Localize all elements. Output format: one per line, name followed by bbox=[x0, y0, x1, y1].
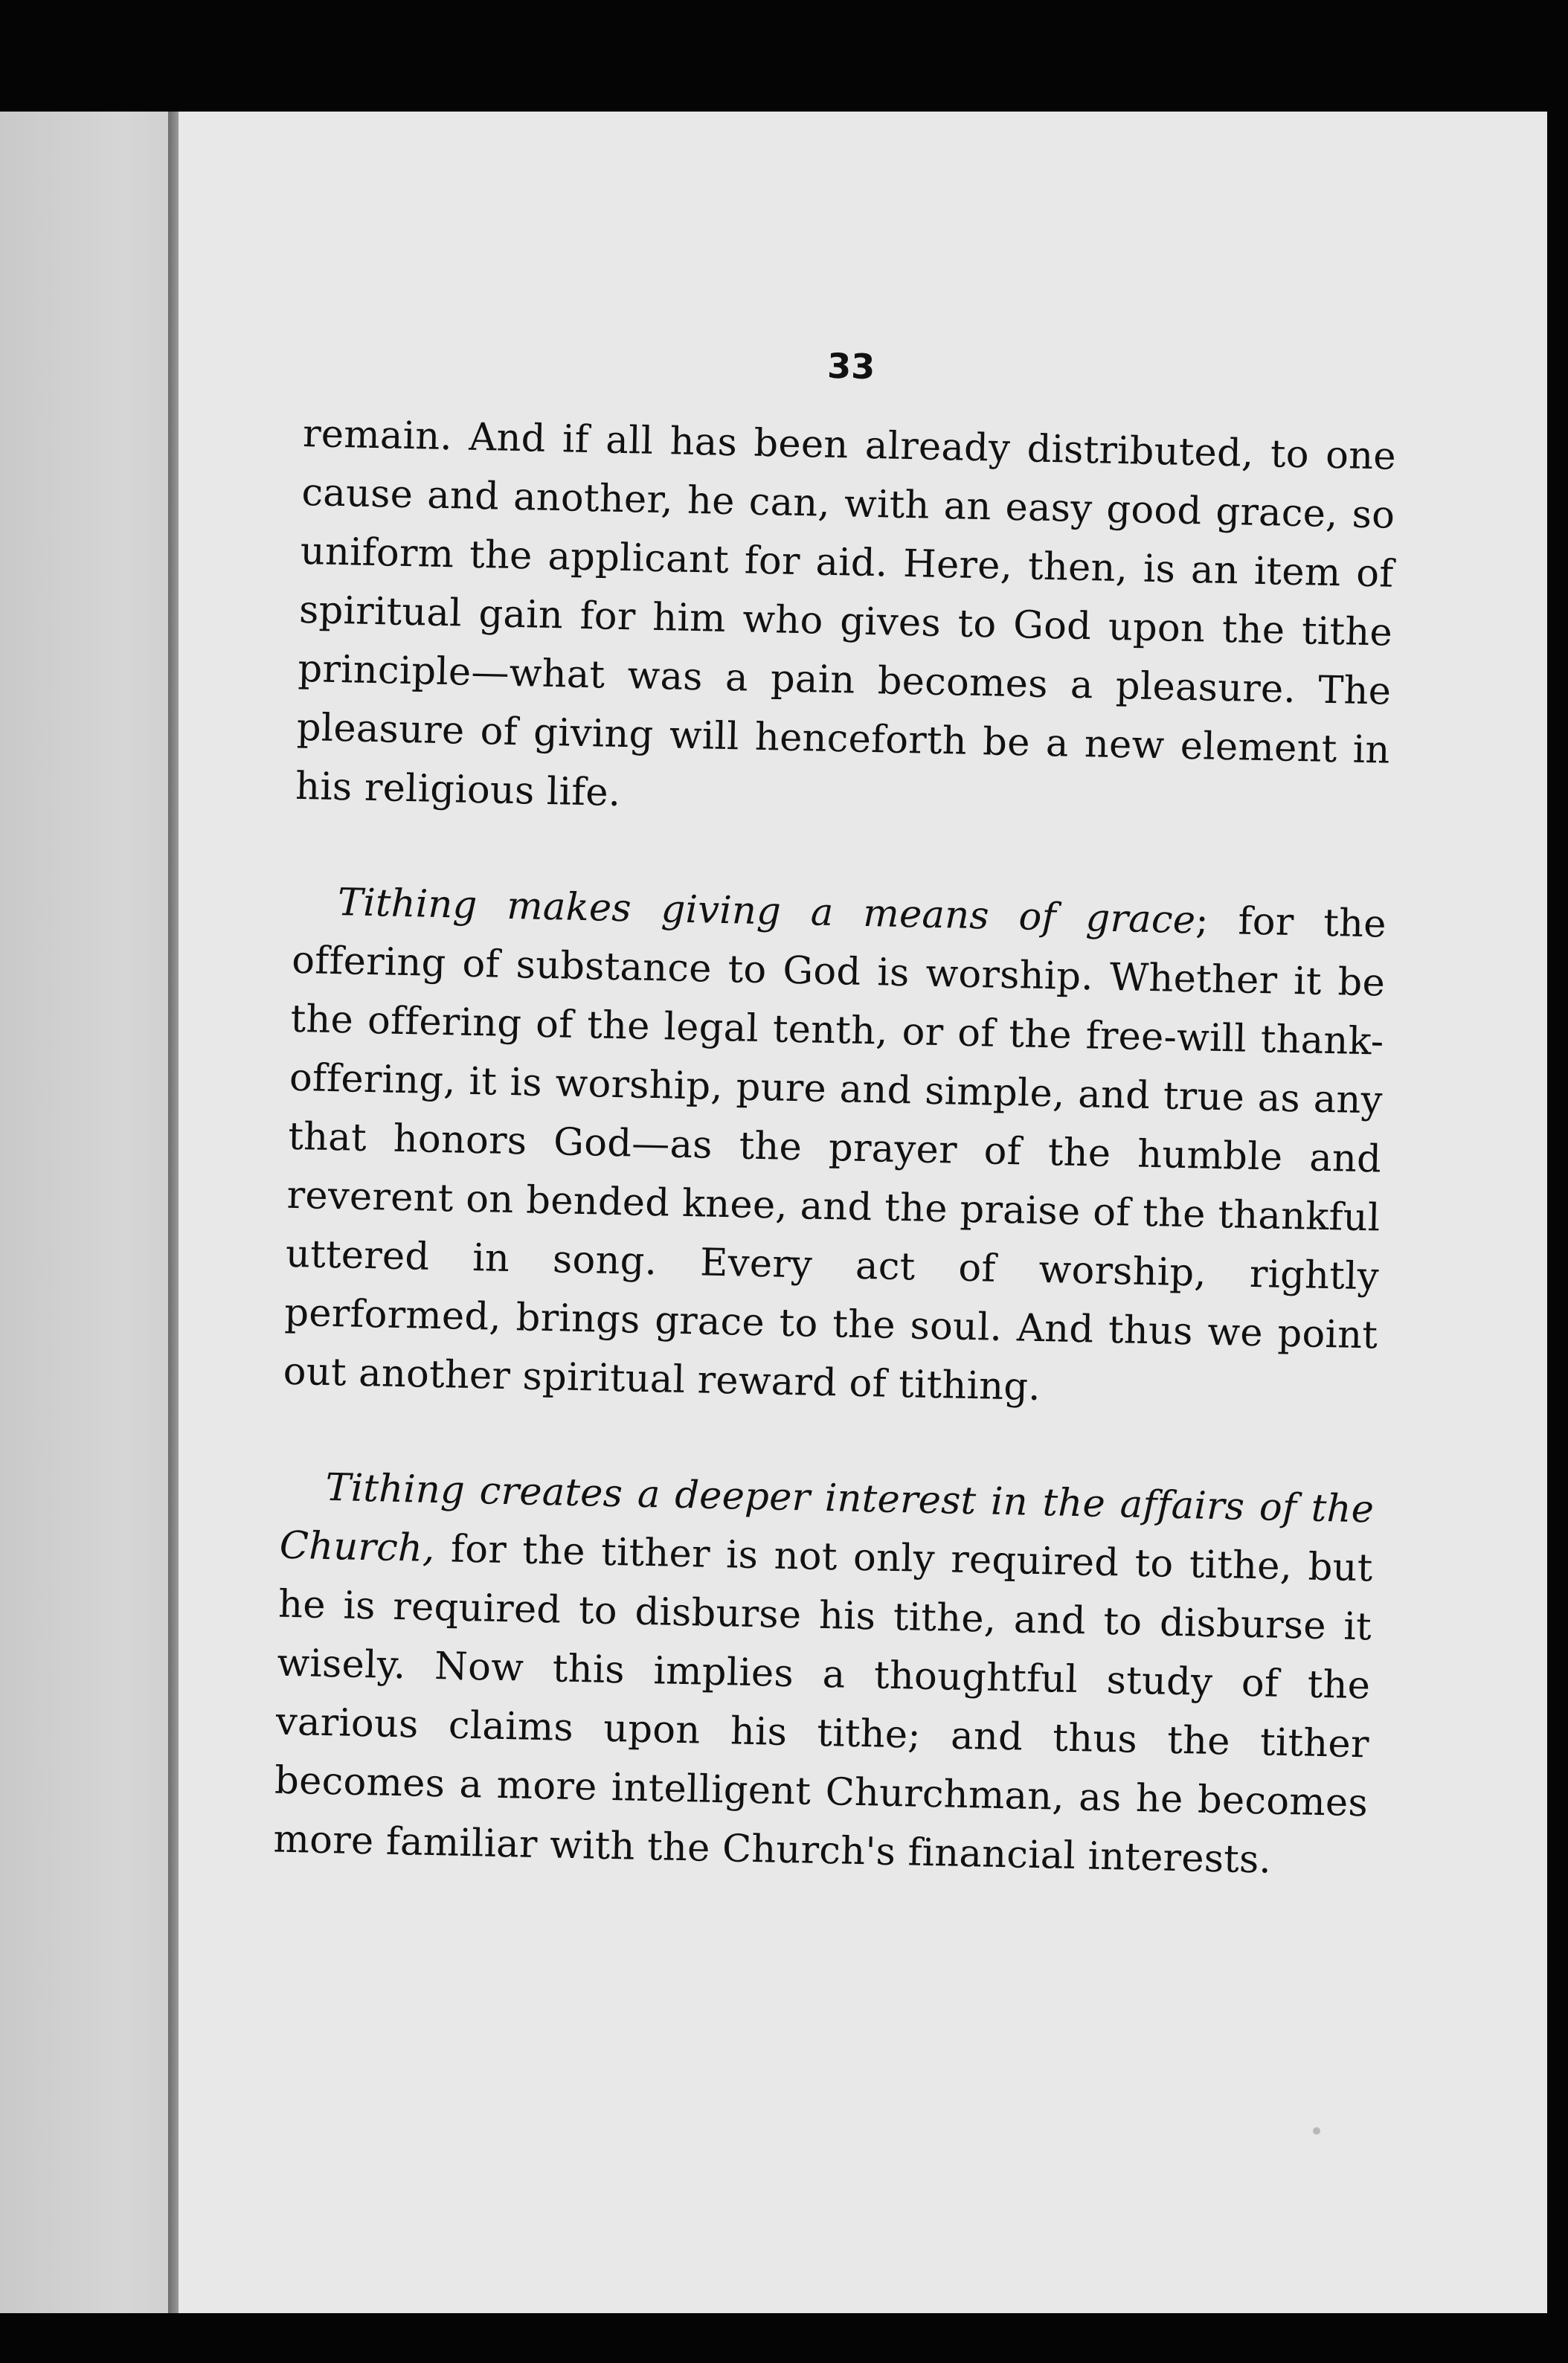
left-page-edge bbox=[0, 112, 179, 2313]
paper-speck bbox=[1313, 2127, 1320, 2135]
page-content bbox=[271, 335, 1398, 1948]
paragraph-2-lead: Tithing makes giving a means of grace bbox=[337, 881, 1196, 943]
book-page bbox=[179, 112, 1547, 2313]
paragraph-2-text: ; for the offering of substance to God is worship. Whether it be the offering of the legal tenth, or of the free-will thank-offering, it is worship, pure and simple, and true as any that honors God—as the prayer of the humble and reverent on bended knee, and the praise of the thankful uttered in song. Every act of worship, rightly performed, brings grace to the soul. And thus we point out another spiritual reward of tithing. bbox=[283, 898, 1387, 1410]
paragraph-3 bbox=[273, 1458, 1375, 1892]
paragraph-3-text: for the tither is not only required to tithe, but he is required to disburse his tithe, and to disburse it wisely. Now this implies a thoughtful study of the various claims upon his tithe; and thus the tither becomes a more intelligent Churchman, as he becomes more familiar with the Church's financial interests. bbox=[273, 1527, 1374, 1883]
paragraph-1 bbox=[295, 405, 1396, 839]
paragraph-3-lead: Tithing creates a deeper interest in the affairs of the Church, bbox=[279, 1465, 1375, 1572]
book-gutter bbox=[168, 112, 179, 2313]
paragraph-1-text: remain. And if all has been already distributed, to one cause and another, he can, with an easy good grace, so uniform the applicant for aid. Here, then, is an item of spiritual gain for him who gives to God upon the tithe principle—what was a pain becomes a pleasure. The pleasure of giving will henceforth be a new element in his religious life. bbox=[295, 411, 1397, 816]
paragraph-2 bbox=[283, 872, 1387, 1424]
page-number: 33 bbox=[826, 345, 875, 388]
